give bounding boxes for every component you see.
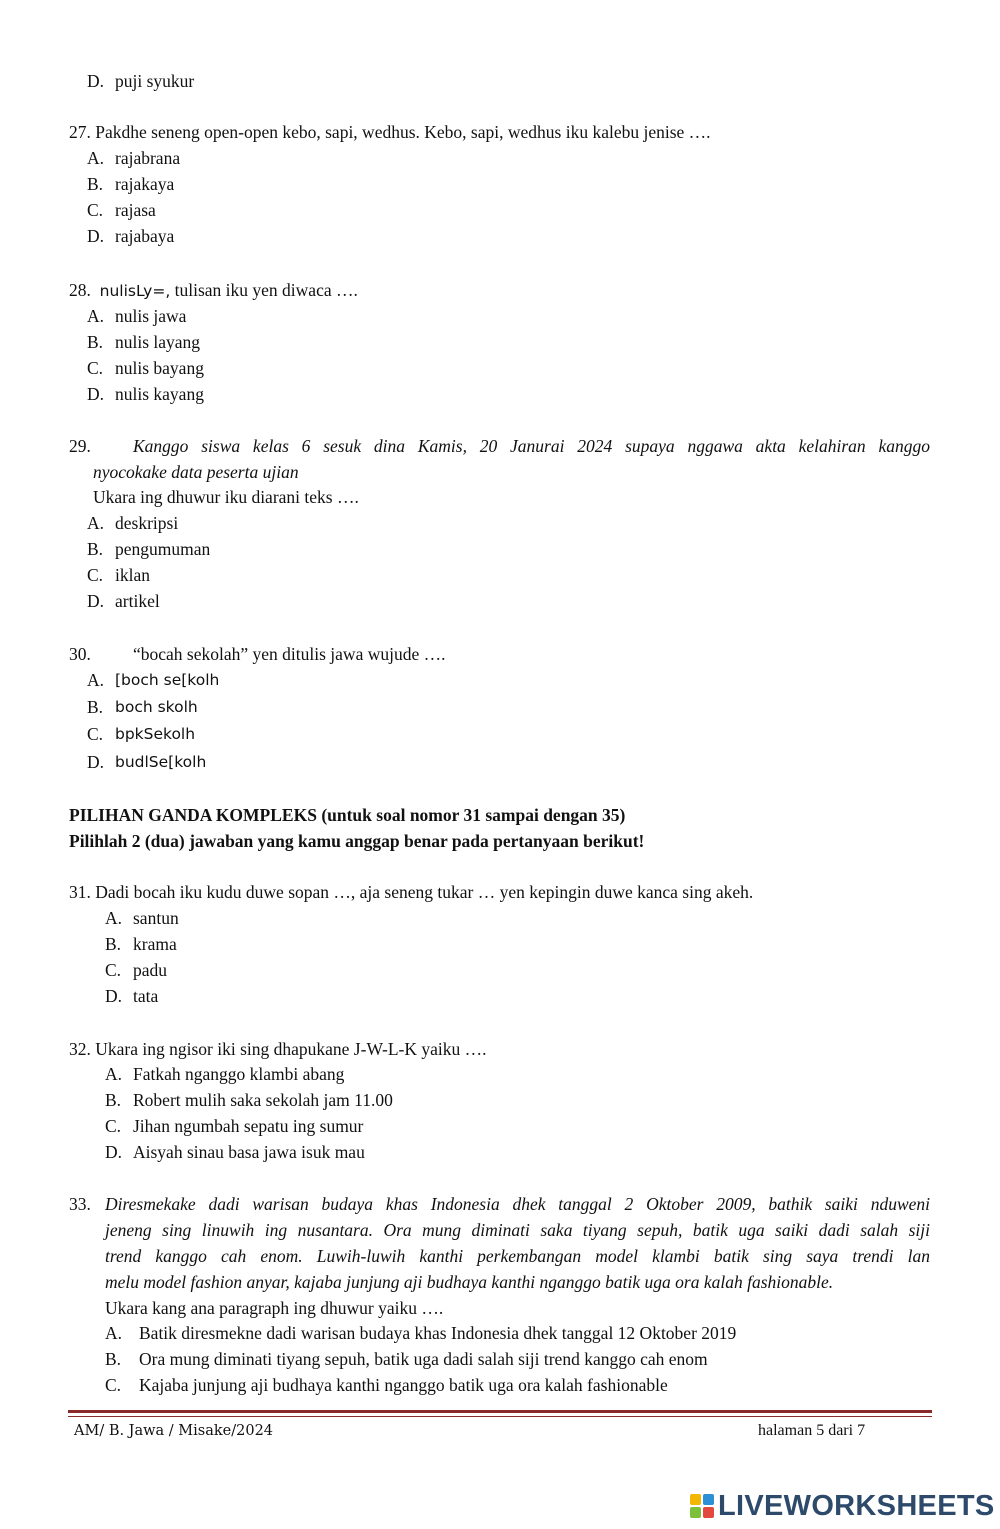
option-text: Ora mung diminati tiyang sepuh, batik uga dadi salah siji trend kanggo cah enom bbox=[139, 1349, 708, 1369]
option-letter: D. bbox=[105, 986, 123, 1006]
option-letter: C. bbox=[87, 724, 104, 744]
option-text: deskripsi bbox=[115, 513, 179, 533]
option-letter: A. bbox=[87, 513, 105, 533]
q32-stem: 32. Ukara ing ngisor iki sing dhapukane J-W-L-K yaiku …. bbox=[69, 1039, 487, 1059]
option-letter: C. bbox=[105, 1375, 122, 1395]
option-letter: C. bbox=[87, 565, 104, 585]
q30-option-a bbox=[87, 669, 220, 691]
q31-option-b bbox=[105, 933, 177, 955]
q30-option-c bbox=[87, 723, 196, 745]
option-letter: D. bbox=[87, 384, 105, 404]
option-text: Robert mulih saka sekolah jam 11.00 bbox=[133, 1090, 393, 1110]
option-letter: B. bbox=[105, 934, 122, 954]
option-letter: C. bbox=[105, 1116, 122, 1136]
q32-option-c bbox=[105, 1115, 364, 1137]
option-letter: B. bbox=[105, 1349, 122, 1369]
q29-option-d bbox=[87, 590, 160, 612]
q33-number: 33. bbox=[69, 1194, 91, 1214]
q28-stem-rest: tulisan iku yen diwaca …. bbox=[174, 280, 358, 300]
liveworksheets-logo bbox=[690, 1488, 995, 1524]
q27-option-b bbox=[87, 173, 175, 195]
option-text: Jihan ngumbah sepatu ing sumur bbox=[133, 1116, 364, 1136]
option-text: krama bbox=[133, 934, 177, 954]
option-text: nulis bayang bbox=[115, 358, 204, 378]
q32-option-d bbox=[105, 1141, 365, 1163]
q27-option-c bbox=[87, 199, 156, 221]
q27-option-d bbox=[87, 225, 175, 247]
option-text: pengumuman bbox=[115, 539, 211, 559]
q29-question: Ukara ing dhuwur iku diarani teks …. bbox=[93, 487, 359, 507]
option-letter: C. bbox=[87, 358, 104, 378]
q28-option-a bbox=[87, 305, 187, 327]
q33-passage-line-1: Diresmekake dadi warisan budaya khas Indonesia dhek tanggal 2 Oktober 2009, bathik saiki nduweni bbox=[105, 1194, 930, 1214]
q28-stem bbox=[69, 279, 358, 302]
option-text: Batik diresmekne dadi warisan budaya khas Indonesia dhek tanggal 12 Oktober 2019 bbox=[139, 1323, 737, 1343]
option-text: Fatkah nganggo klambi abang bbox=[133, 1064, 345, 1084]
option-text: nulis jawa bbox=[115, 306, 187, 326]
option-text: rajabrana bbox=[115, 148, 181, 168]
option-letter: A. bbox=[87, 670, 105, 690]
option-letter: D. bbox=[87, 591, 105, 611]
option-letter: A. bbox=[105, 908, 123, 928]
brand-name: LIVEWORKSHEETS bbox=[718, 1489, 995, 1522]
q30-number: 30. bbox=[69, 644, 91, 664]
option-letter: A. bbox=[105, 1323, 123, 1343]
option-letter: D. bbox=[87, 226, 105, 246]
q29-option-c bbox=[87, 564, 150, 586]
q30-option-b bbox=[87, 696, 198, 718]
option-javanese-text: bpkSekolh bbox=[115, 725, 196, 743]
footer-rule-thick bbox=[68, 1410, 932, 1413]
q27-option-a bbox=[87, 147, 181, 169]
q31-option-c bbox=[105, 959, 168, 981]
option-text: rajasa bbox=[115, 200, 156, 220]
option-text: tata bbox=[133, 986, 159, 1006]
option-text: rajabaya bbox=[115, 226, 175, 246]
q33-option-b bbox=[105, 1348, 708, 1370]
q28-number: 28. bbox=[69, 280, 91, 300]
option-text: padu bbox=[133, 960, 168, 980]
option-letter: B. bbox=[87, 697, 104, 717]
option-text: rajakaya bbox=[115, 174, 175, 194]
q31-option-a bbox=[105, 907, 179, 929]
q28-option-c bbox=[87, 357, 204, 379]
option-letter: D. bbox=[87, 71, 105, 91]
footer-doc-code: AM/ B. Jawa / Misake/2024 bbox=[74, 1423, 274, 1439]
q33-passage-line-4: melu model fashion anyar, kajaba junjung aji budhaya kanthi nganggo batik uga ora kalah fashionable. bbox=[105, 1272, 834, 1292]
q33-option-c bbox=[105, 1374, 668, 1396]
q31-stem: 31. Dadi bocah iku kudu duwe sopan …, aja seneng tukar … yen kepingin duwe kanca sing akeh. bbox=[69, 882, 754, 902]
option-letter: B. bbox=[87, 332, 104, 352]
q29-option-a bbox=[87, 512, 179, 534]
option-text: Aisyah sinau basa jawa isuk mau bbox=[133, 1142, 365, 1162]
q32-option-b bbox=[105, 1089, 393, 1111]
q33-option-a bbox=[105, 1322, 737, 1344]
option-javanese-text: budlSe[kolh bbox=[115, 753, 207, 771]
q28-option-d bbox=[87, 383, 204, 405]
option-javanese-text: boch skolh bbox=[115, 698, 198, 716]
option-letter: B. bbox=[87, 174, 104, 194]
option-letter: D. bbox=[105, 1142, 123, 1162]
q29-number: 29. bbox=[69, 436, 91, 456]
option-text: artikel bbox=[115, 591, 160, 611]
q30-stem: “bocah sekolah” yen ditulis jawa wujude …. bbox=[133, 644, 446, 664]
q28-javanese-text: nulisLy=, bbox=[99, 282, 171, 300]
q30-option-d bbox=[87, 751, 207, 773]
option-letter: C. bbox=[105, 960, 122, 980]
option-letter: B. bbox=[105, 1090, 122, 1110]
option-letter: D. bbox=[87, 752, 105, 772]
option-text: nulis layang bbox=[115, 332, 201, 352]
option-text: santun bbox=[133, 908, 179, 928]
option-text: Kajaba junjung aji budhaya kanthi nganggo batik uga ora kalah fashionable bbox=[139, 1375, 668, 1395]
footer-page-number: halaman 5 dari 7 bbox=[758, 1422, 866, 1439]
q33-passage-line-3: trend kanggo cah enom. Luwih-luwih kanthi perkembangan model klambi batik sing saya trendi lan bbox=[105, 1246, 930, 1266]
option-letter: A. bbox=[87, 306, 105, 326]
option-letter: A. bbox=[105, 1064, 123, 1084]
liveworksheets-icon bbox=[690, 1494, 714, 1518]
q28-option-b bbox=[87, 331, 201, 353]
q31-option-d bbox=[105, 985, 159, 1007]
section-title: PILIHAN GANDA KOMPLEKS (untuk soal nomor 31 sampai dengan 35) bbox=[69, 805, 626, 825]
q32-option-a bbox=[105, 1063, 345, 1085]
q33-question: Ukara kang ana paragraph ing dhuwur yaiku …. bbox=[105, 1298, 444, 1318]
option-letter: A. bbox=[87, 148, 105, 168]
q29-passage-line-2: nyocokake data peserta ujian bbox=[93, 462, 299, 482]
option-text: nulis kayang bbox=[115, 384, 204, 404]
q26-option-d bbox=[87, 70, 195, 92]
q29-passage-line-1: Kanggo siswa kelas 6 sesuk dina Kamis, 20 Janurai 2024 supaya nggawa akta kelahiran kanggo bbox=[133, 436, 930, 456]
footer-rule-thin bbox=[68, 1416, 932, 1417]
option-letter: B. bbox=[87, 539, 104, 559]
q27-stem: 27. Pakdhe seneng open-open kebo, sapi, wedhus. Kebo, sapi, wedhus iku kalebu jenise …. bbox=[69, 122, 711, 142]
q33-passage-line-2: jeneng sing linuwih ing nusantara. Ora mung diminati saka tiyang sepuh, batik uga saiki dadi salah siji bbox=[105, 1220, 930, 1240]
section-instruction: Pilihlah 2 (dua) jawaban yang kamu anggap benar pada pertanyaan berikut! bbox=[69, 831, 645, 851]
q29-option-b bbox=[87, 538, 211, 560]
option-text: puji syukur bbox=[115, 71, 195, 91]
option-text: iklan bbox=[115, 565, 150, 585]
option-javanese-text: [boch se[kolh bbox=[115, 671, 220, 689]
option-letter: C. bbox=[87, 200, 104, 220]
